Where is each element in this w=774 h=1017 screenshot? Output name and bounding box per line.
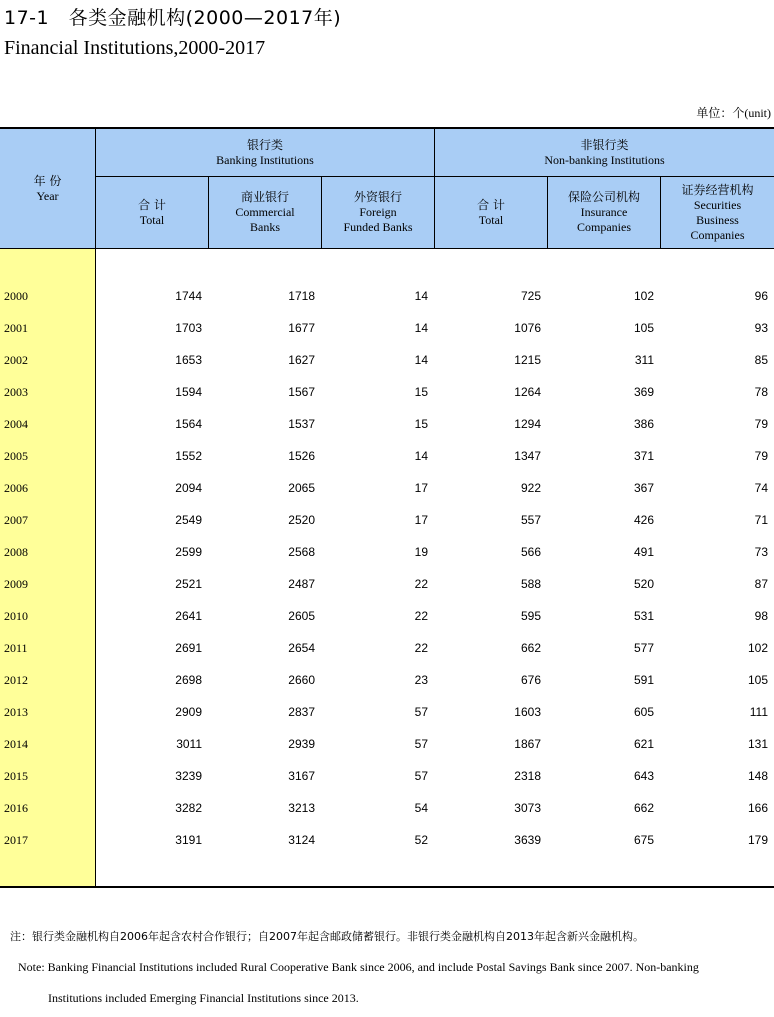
cell-nonbank-total: 922 [520, 481, 541, 495]
cell-nonbank-total: 676 [520, 673, 541, 687]
header-commercial [209, 177, 321, 248]
cell-nonbank-total: 725 [520, 289, 541, 303]
table-row [0, 664, 774, 696]
cell-insurance: 491 [633, 545, 654, 559]
row-year: 2005 [4, 449, 28, 463]
cell-commercial: 1526 [288, 449, 315, 463]
cell-foreign: 23 [414, 673, 428, 687]
header-securities-en3: Companies [690, 227, 745, 242]
cell-insurance: 531 [633, 609, 654, 623]
table-row [0, 472, 774, 504]
cell-securities: 111 [749, 705, 768, 719]
table-row [0, 280, 774, 312]
cell-nonbank-total: 1215 [514, 353, 541, 367]
cell-nonbank-total: 588 [520, 577, 541, 591]
cell-bank-total: 3239 [175, 769, 202, 783]
data-table [0, 127, 774, 889]
page-subtitle: Financial Institutions,2000-2017 [4, 37, 266, 59]
header-nonbank-total-en: Total [478, 212, 504, 227]
row-year: 2009 [4, 577, 28, 591]
cell-bank-total: 2094 [175, 481, 202, 495]
header-nonbank-total [435, 177, 547, 248]
header-nonbanking-cn: 非银行类 [580, 137, 629, 152]
cell-commercial: 2487 [288, 577, 315, 591]
table-row [0, 632, 774, 664]
cell-insurance: 520 [633, 577, 654, 591]
cell-securities: 74 [754, 481, 768, 495]
header-commercial-en1: Commercial [235, 205, 295, 219]
header-foreign [322, 177, 434, 248]
cell-insurance: 675 [633, 833, 654, 847]
cell-bank-total: 3191 [175, 833, 202, 847]
cell-securities: 79 [754, 449, 768, 463]
cell-commercial: 1627 [288, 353, 315, 367]
cell-foreign: 14 [414, 289, 428, 303]
cell-nonbank-total: 1294 [514, 417, 541, 431]
cell-insurance: 577 [633, 641, 654, 655]
cell-insurance: 621 [633, 737, 654, 751]
cell-securities: 87 [754, 577, 768, 591]
cell-bank-total: 1594 [175, 385, 202, 399]
page-title: 17-1 各类金融机构(2000—2017年) [4, 7, 342, 29]
cell-securities: 85 [754, 353, 768, 367]
cell-securities: 73 [754, 545, 768, 559]
cell-insurance: 102 [633, 289, 654, 303]
cell-nonbank-total: 1264 [514, 385, 541, 399]
cell-securities: 131 [747, 737, 768, 751]
table-row [0, 600, 774, 632]
cell-foreign: 54 [414, 801, 428, 815]
cell-commercial: 2605 [288, 609, 315, 623]
cell-securities: 98 [754, 609, 768, 623]
cell-nonbank-total: 557 [520, 513, 541, 527]
header-banking-en: Banking Institutions [216, 152, 314, 167]
cell-foreign: 15 [414, 385, 428, 399]
cell-foreign: 14 [414, 449, 428, 463]
header-commercial-en2: Banks [250, 220, 280, 234]
table-row [0, 376, 774, 408]
header-nonbanking [435, 129, 774, 176]
cell-insurance: 591 [633, 673, 654, 687]
cell-insurance: 311 [634, 353, 654, 367]
table-row [0, 760, 774, 792]
table-row [0, 696, 774, 728]
cell-commercial: 2660 [288, 673, 315, 687]
note-en-line1: Note: Banking Financial Institutions included Rural Cooperative Bank since 2006, and include Postal Savings Bank since 2007. Non-banking [18, 960, 699, 974]
header-foreign-cn: 外资银行 [353, 190, 402, 204]
cell-insurance: 369 [633, 385, 654, 399]
cell-foreign: 15 [414, 417, 428, 431]
row-year: 2008 [4, 545, 28, 559]
cell-nonbank-total: 595 [520, 609, 541, 623]
cell-commercial: 1537 [288, 417, 315, 431]
header-insurance-cn: 保险公司机构 [567, 190, 640, 204]
table-row [0, 440, 774, 472]
row-year: 2012 [4, 673, 28, 687]
cell-securities: 93 [754, 321, 768, 335]
cell-foreign: 57 [414, 705, 428, 719]
row-year: 2015 [4, 769, 28, 783]
header-banking-cn: 银行类 [246, 137, 283, 152]
header-banking [96, 129, 434, 176]
header-nonbanking-en: Non-banking Institutions [544, 152, 665, 167]
cell-bank-total: 1703 [175, 321, 202, 335]
cell-foreign: 17 [414, 513, 428, 527]
cell-bank-total: 2599 [175, 545, 202, 559]
header-securities-cn: 证券经营机构 [681, 182, 754, 197]
cell-securities: 148 [747, 769, 768, 783]
header-nonbank-total-cn: 合 计 [477, 197, 505, 212]
header-securities-en2: Business [696, 212, 739, 227]
unit-cn: 单位：个 [696, 106, 745, 120]
cell-bank-total: 2641 [175, 609, 202, 623]
header-insurance-en2: Companies [577, 220, 631, 234]
cell-insurance: 367 [633, 481, 654, 495]
table-row [0, 312, 774, 344]
cell-securities: 79 [754, 417, 768, 431]
cell-bank-total: 2909 [175, 705, 202, 719]
cell-commercial: 2065 [288, 481, 315, 495]
header-securities-en1: Securities [693, 197, 742, 212]
unit-en: (unit) [744, 106, 771, 120]
cell-insurance: 371 [633, 449, 654, 463]
cell-insurance: 643 [633, 769, 654, 783]
cell-bank-total: 2521 [175, 577, 202, 591]
cell-nonbank-total: 3639 [514, 833, 541, 847]
cell-bank-total: 1744 [175, 289, 202, 303]
header-foreign-en2: Funded Banks [343, 220, 413, 234]
cell-nonbank-total: 1076 [514, 321, 541, 335]
header-insurance-en1: Insurance [580, 205, 628, 219]
header-bank-total-en: Total [139, 212, 165, 227]
cell-bank-total: 1552 [175, 449, 202, 463]
cell-securities: 78 [754, 385, 768, 399]
cell-insurance: 605 [633, 705, 654, 719]
cell-commercial: 3213 [288, 801, 315, 815]
cell-securities: 105 [747, 673, 768, 687]
cell-nonbank-total: 3073 [514, 801, 541, 815]
cell-foreign: 14 [414, 321, 428, 335]
note-cn: 注：银行类金融机构自2006年起含农村合作银行；自2007年起含邮政储蓄银行。非银行类金融机构自2013年起含新兴金融机构。 [10, 930, 644, 943]
row-year: 2001 [4, 321, 28, 335]
bottom-rule [0, 886, 774, 888]
table-row [0, 792, 774, 824]
cell-insurance: 426 [633, 513, 654, 527]
unit-label [696, 104, 771, 121]
cell-foreign: 57 [414, 737, 428, 751]
cell-insurance: 105 [633, 321, 654, 335]
cell-commercial: 2939 [288, 737, 315, 751]
cell-securities: 166 [747, 801, 768, 815]
header-commercial-cn: 商业银行 [240, 190, 289, 204]
cell-foreign: 14 [414, 353, 428, 367]
row-year: 2006 [4, 481, 28, 495]
cell-foreign: 22 [414, 609, 428, 623]
cell-bank-total: 2691 [175, 641, 202, 655]
cell-nonbank-total: 1867 [514, 737, 541, 751]
header-year [0, 129, 95, 248]
row-year: 2004 [4, 417, 28, 431]
row-year: 2000 [4, 289, 28, 303]
cell-bank-total: 2549 [175, 513, 202, 527]
header-insurance [548, 177, 660, 248]
header-year-cn: 年 份 [33, 173, 62, 188]
cell-foreign: 22 [414, 577, 428, 591]
cell-commercial: 2654 [288, 641, 315, 655]
table-row [0, 344, 774, 376]
table-row [0, 408, 774, 440]
header-bank-total-cn: 合 计 [138, 197, 166, 212]
table-row [0, 728, 774, 760]
cell-bank-total: 2698 [175, 673, 202, 687]
note-en-line2: Institutions included Emerging Financial Institutions since 2013. [48, 991, 359, 1005]
row-year: 2016 [4, 801, 28, 815]
cell-securities: 71 [754, 513, 768, 527]
cell-foreign: 52 [414, 833, 428, 847]
table-row [0, 504, 774, 536]
cell-commercial: 2520 [288, 513, 315, 527]
cell-bank-total: 3011 [176, 737, 202, 751]
cell-bank-total: 1564 [175, 417, 202, 431]
cell-commercial: 2837 [288, 705, 315, 719]
cell-commercial: 2568 [288, 545, 315, 559]
cell-nonbank-total: 566 [520, 545, 541, 559]
header-bottom-rule [0, 248, 774, 249]
table-row [0, 824, 774, 856]
cell-securities: 102 [747, 641, 768, 655]
header-foreign-en1: Foreign [359, 205, 397, 219]
row-year: 2010 [4, 609, 28, 623]
row-year: 2013 [4, 705, 28, 719]
header-bank-total [96, 177, 208, 248]
cell-securities: 96 [754, 289, 768, 303]
cell-nonbank-total: 1603 [514, 705, 541, 719]
row-year: 2017 [4, 833, 28, 847]
table-row [0, 536, 774, 568]
cell-foreign: 57 [414, 769, 428, 783]
cell-foreign: 22 [414, 641, 428, 655]
cell-bank-total: 1653 [175, 353, 202, 367]
row-year: 2014 [4, 737, 28, 751]
row-year: 2002 [4, 353, 28, 367]
row-year: 2003 [4, 385, 28, 399]
header-year-en: Year [36, 188, 59, 203]
cell-commercial: 1677 [288, 321, 315, 335]
cell-commercial: 3124 [288, 833, 315, 847]
cell-securities: 179 [747, 833, 768, 847]
cell-nonbank-total: 1347 [514, 449, 541, 463]
cell-nonbank-total: 662 [520, 641, 541, 655]
cell-bank-total: 3282 [175, 801, 202, 815]
cell-foreign: 19 [414, 545, 428, 559]
cell-commercial: 1567 [288, 385, 315, 399]
cell-commercial: 1718 [288, 289, 315, 303]
row-year: 2007 [4, 513, 28, 527]
header-securities [661, 177, 774, 248]
cell-insurance: 662 [633, 801, 654, 815]
cell-commercial: 3167 [288, 769, 315, 783]
cell-nonbank-total: 2318 [514, 769, 541, 783]
cell-foreign: 17 [414, 481, 428, 495]
row-year: 2011 [4, 641, 28, 655]
cell-insurance: 386 [633, 417, 654, 431]
table-row [0, 568, 774, 600]
